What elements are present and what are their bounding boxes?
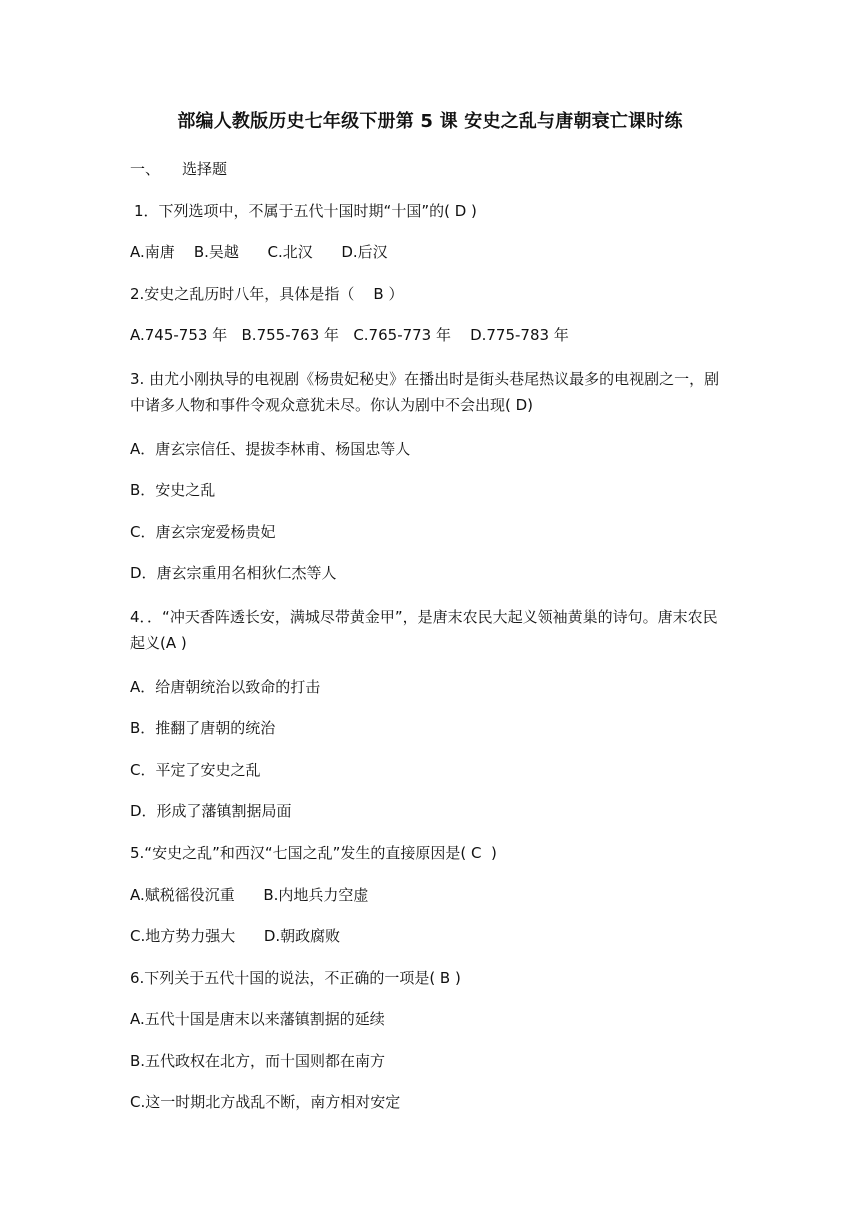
question-5-options-cd: C.地方势力强大 D.朝政腐败 xyxy=(130,927,341,946)
question-5-options-ab: A.赋税徭役沉重 B.内地兵力空虚 xyxy=(130,885,369,904)
question-5: 5.“安史之乱”和西汉“七国之乱”发生的直接原因是( C ) xyxy=(130,843,497,862)
question-3-option-b: B．安史之乱 xyxy=(130,481,216,500)
question-1: 1．下列选项中，不属于五代十国时期“十国”的( D ) xyxy=(134,201,477,220)
question-4: 4．．“冲天香阵透长安，满城尽带黄金甲”，是唐末农民大起义领袖黄巢的诗句。唐末农民起义(A ) xyxy=(130,607,718,652)
question-4-option-a: A．给唐朝统治以致命的打击 xyxy=(130,677,321,696)
section-label: 选择题 xyxy=(182,160,228,178)
question-4-option-c: C．平定了安史之乱 xyxy=(130,760,261,779)
document-title: 部编人教版历史七年级下册第 5 课 安史之乱与唐朝衰亡课时练 xyxy=(177,111,683,132)
question-3: 3. 由尤小刚执导的电视剧《杨贵妃秘史》在播出时是街头巷尾热议最多的电视剧之一，剧中诸多人物和事件令观众意犹未尽。你认为剧中不会出现( D) xyxy=(130,369,720,414)
question-3-option-a: A．唐玄宗信任、提拔李林甫、杨国忠等人 xyxy=(130,439,411,458)
question-6: 6.下列关于五代十国的说法，不正确的一项是( B ) xyxy=(130,968,461,987)
section-heading xyxy=(130,158,730,180)
question-4-option-d: D．形成了藩镇割据局面 xyxy=(130,802,292,821)
question-6-option-a: A.五代十国是唐末以来藩镇割据的延续 xyxy=(130,1010,385,1029)
question-2: 2.安史之乱历时八年，具体是指（ B ） xyxy=(130,284,404,303)
question-6-option-b: B.五代政权在北方，而十国则都在南方 xyxy=(130,1051,386,1070)
question-6-option-c: C.这一时期北方战乱不断，南方相对安定 xyxy=(130,1093,401,1112)
question-1-options: A.南唐 B.吴越 C.北汉 D.后汉 xyxy=(130,243,388,262)
question-3-option-d: D．唐玄宗重用名相狄仁杰等人 xyxy=(130,564,337,583)
question-4-option-b: B．推翻了唐朝的统治 xyxy=(130,719,276,738)
section-number: 一、 xyxy=(130,160,161,178)
question-3-option-c: C．唐玄宗宠爱杨贵妃 xyxy=(130,522,276,541)
question-2-options: A.745-753 年 B.755-763 年 C.765-773 年 D.775-783 年 xyxy=(130,326,569,345)
